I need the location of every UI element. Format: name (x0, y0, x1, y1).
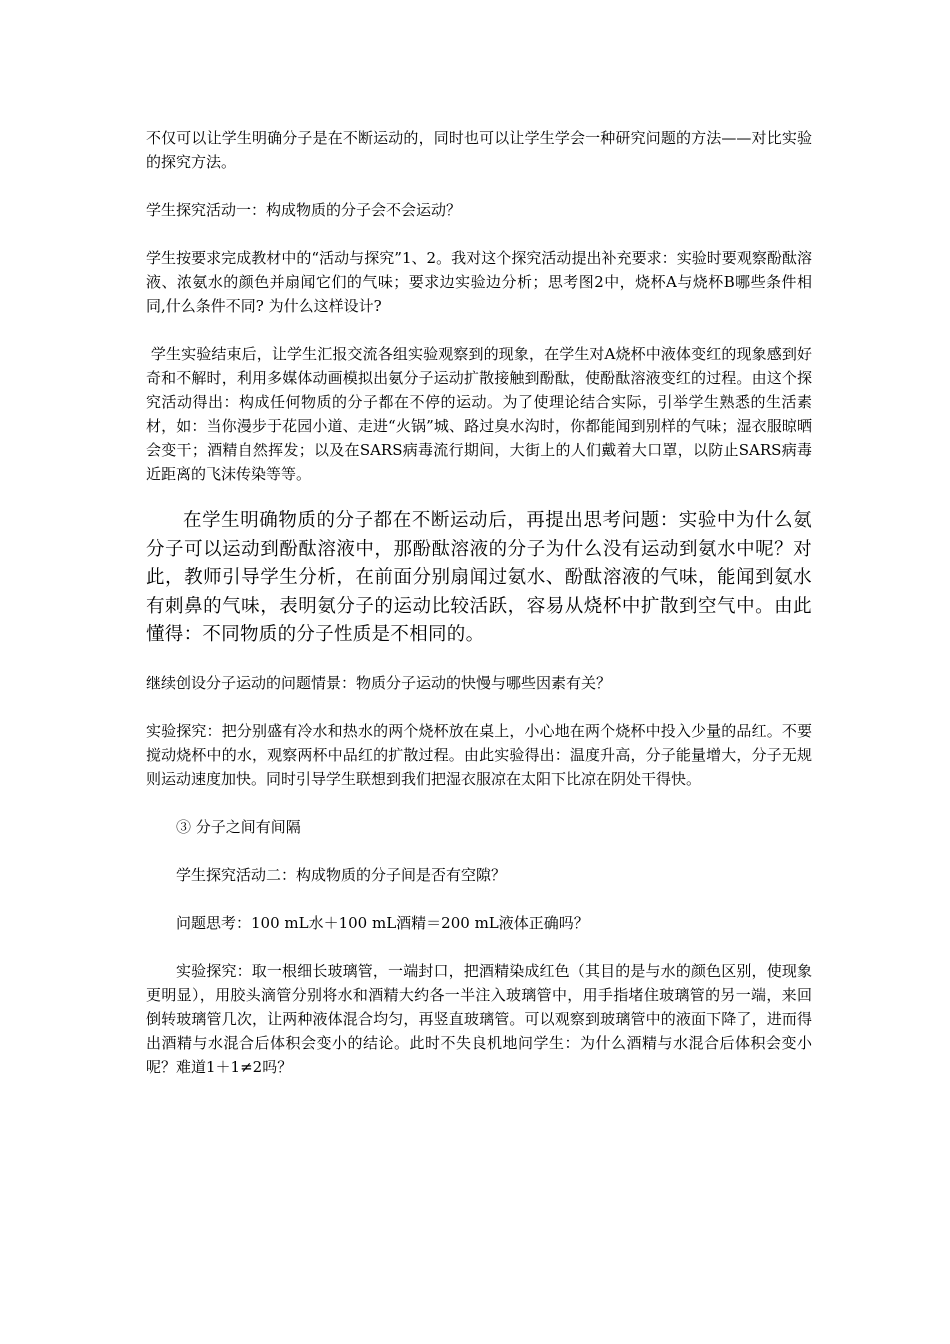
document-page (146, 126, 812, 1079)
heading-molecular-gaps: ③ 分子之间有间隔 (176, 817, 301, 836)
paragraph-intro-method: 不仅可以让学生明确分子是在不断运动的，同时也可以让学生学会一种研究问题的方法——对比实验的探究方法。 (146, 129, 812, 171)
paragraph-motion-factors: 继续创设分子运动的问题情景：物质分子运动的快慢与哪些因素有关？ (146, 673, 612, 692)
paragraph-temperature-experiment: 实验探究：把分别盛有冷水和热水的两个烧杯放在桌上，小心地在两个烧杯中投入少量的品红。不要搅动烧杯中的水，观察两杯中品红的扩散过程。由此实验得出：温度升高，分子能量增大，分子无规则运动速度加快。同时引导学生联想到我们把湿衣服凉在太阳下比凉在阴处干得快。 (146, 721, 812, 788)
heading-activity-one: 学生探究活动一：构成物质的分子会不会运动？ (146, 201, 462, 219)
paragraph-thinking-question: 在学生明确物质的分子都在不断运动后，再提出思考问题：实验中为什么氨分子可以运动到酚酞溶液中，那酚酞溶液的分子为什么没有运动到氨水中呢？对此，教师引导学生分析，在前面分别扇闻过氨水、酚酞溶液的气味，能闻到氨水有刺鼻的气味，表明氨分子的运动比较活跃，容易从烧杯中扩散到空气中。由此懂得：不同物质的分子性质是不相同的。 (146, 510, 812, 645)
heading-activity-two: 学生探究活动二：构成物质的分子间是否有空隙？ (176, 865, 507, 884)
paragraph-volume-question: 问题思考：100 mL水＋100 mL酒精＝200 mL液体正确吗？ (176, 913, 589, 932)
paragraph-activity-requirements: 学生按要求完成教材中的“活动与探究”1、2。我对这个探究活动提出补充要求：实验时要观察酚酞溶液、浓氨水的颜色并扇闻它们的气味；要求边实验边分析；思考图2中，烧杯A与烧杯B哪些条件相同,什么条件不同? 为什么这样设计? (146, 249, 812, 315)
paragraph-experiment-results: 学生实验结束后，让学生汇报交流各组实验观察到的现象，在学生对A烧杯中液体变红的现象感到好奇和不解时，利用多媒体动画模拟出氨分子运动扩散接触到酚酞，使酚酞溶液变红的过程。由这个探究活动得出：构成任何物质的分子都在不停的运动。为了使理论结合实际，引举学生熟悉的生活素材，如：当你漫步于花园小道、走进“火锅”城、路过臭水沟时，你都能闻到别样的气味；湿衣服晾晒会变干；酒精自然挥发；以及在SARS病毒流行期间，大街上的人们戴着大口罩，以防止SARS病毒近距离的飞沫传染等等。 (146, 345, 812, 483)
paragraph-mixing-experiment: 实验探究：取一根细长玻璃管，一端封口，把酒精染成红色（其目的是与水的颜色区别，使现象更明显），用胶头滴管分别将水和酒精大约各一半注入玻璃管中，用手指堵住玻璃管的另一端，来回倒转玻璃管几次，让两种液体混合均匀，再竖直玻璃管。可以观察到玻璃管中的液面下降了，进而得出酒精与水混合后体积会变小的结论。此时不失良机地问学生：为什么酒精与水混合后体积会变小呢？难道1＋1≠2吗？ (146, 961, 812, 1076)
